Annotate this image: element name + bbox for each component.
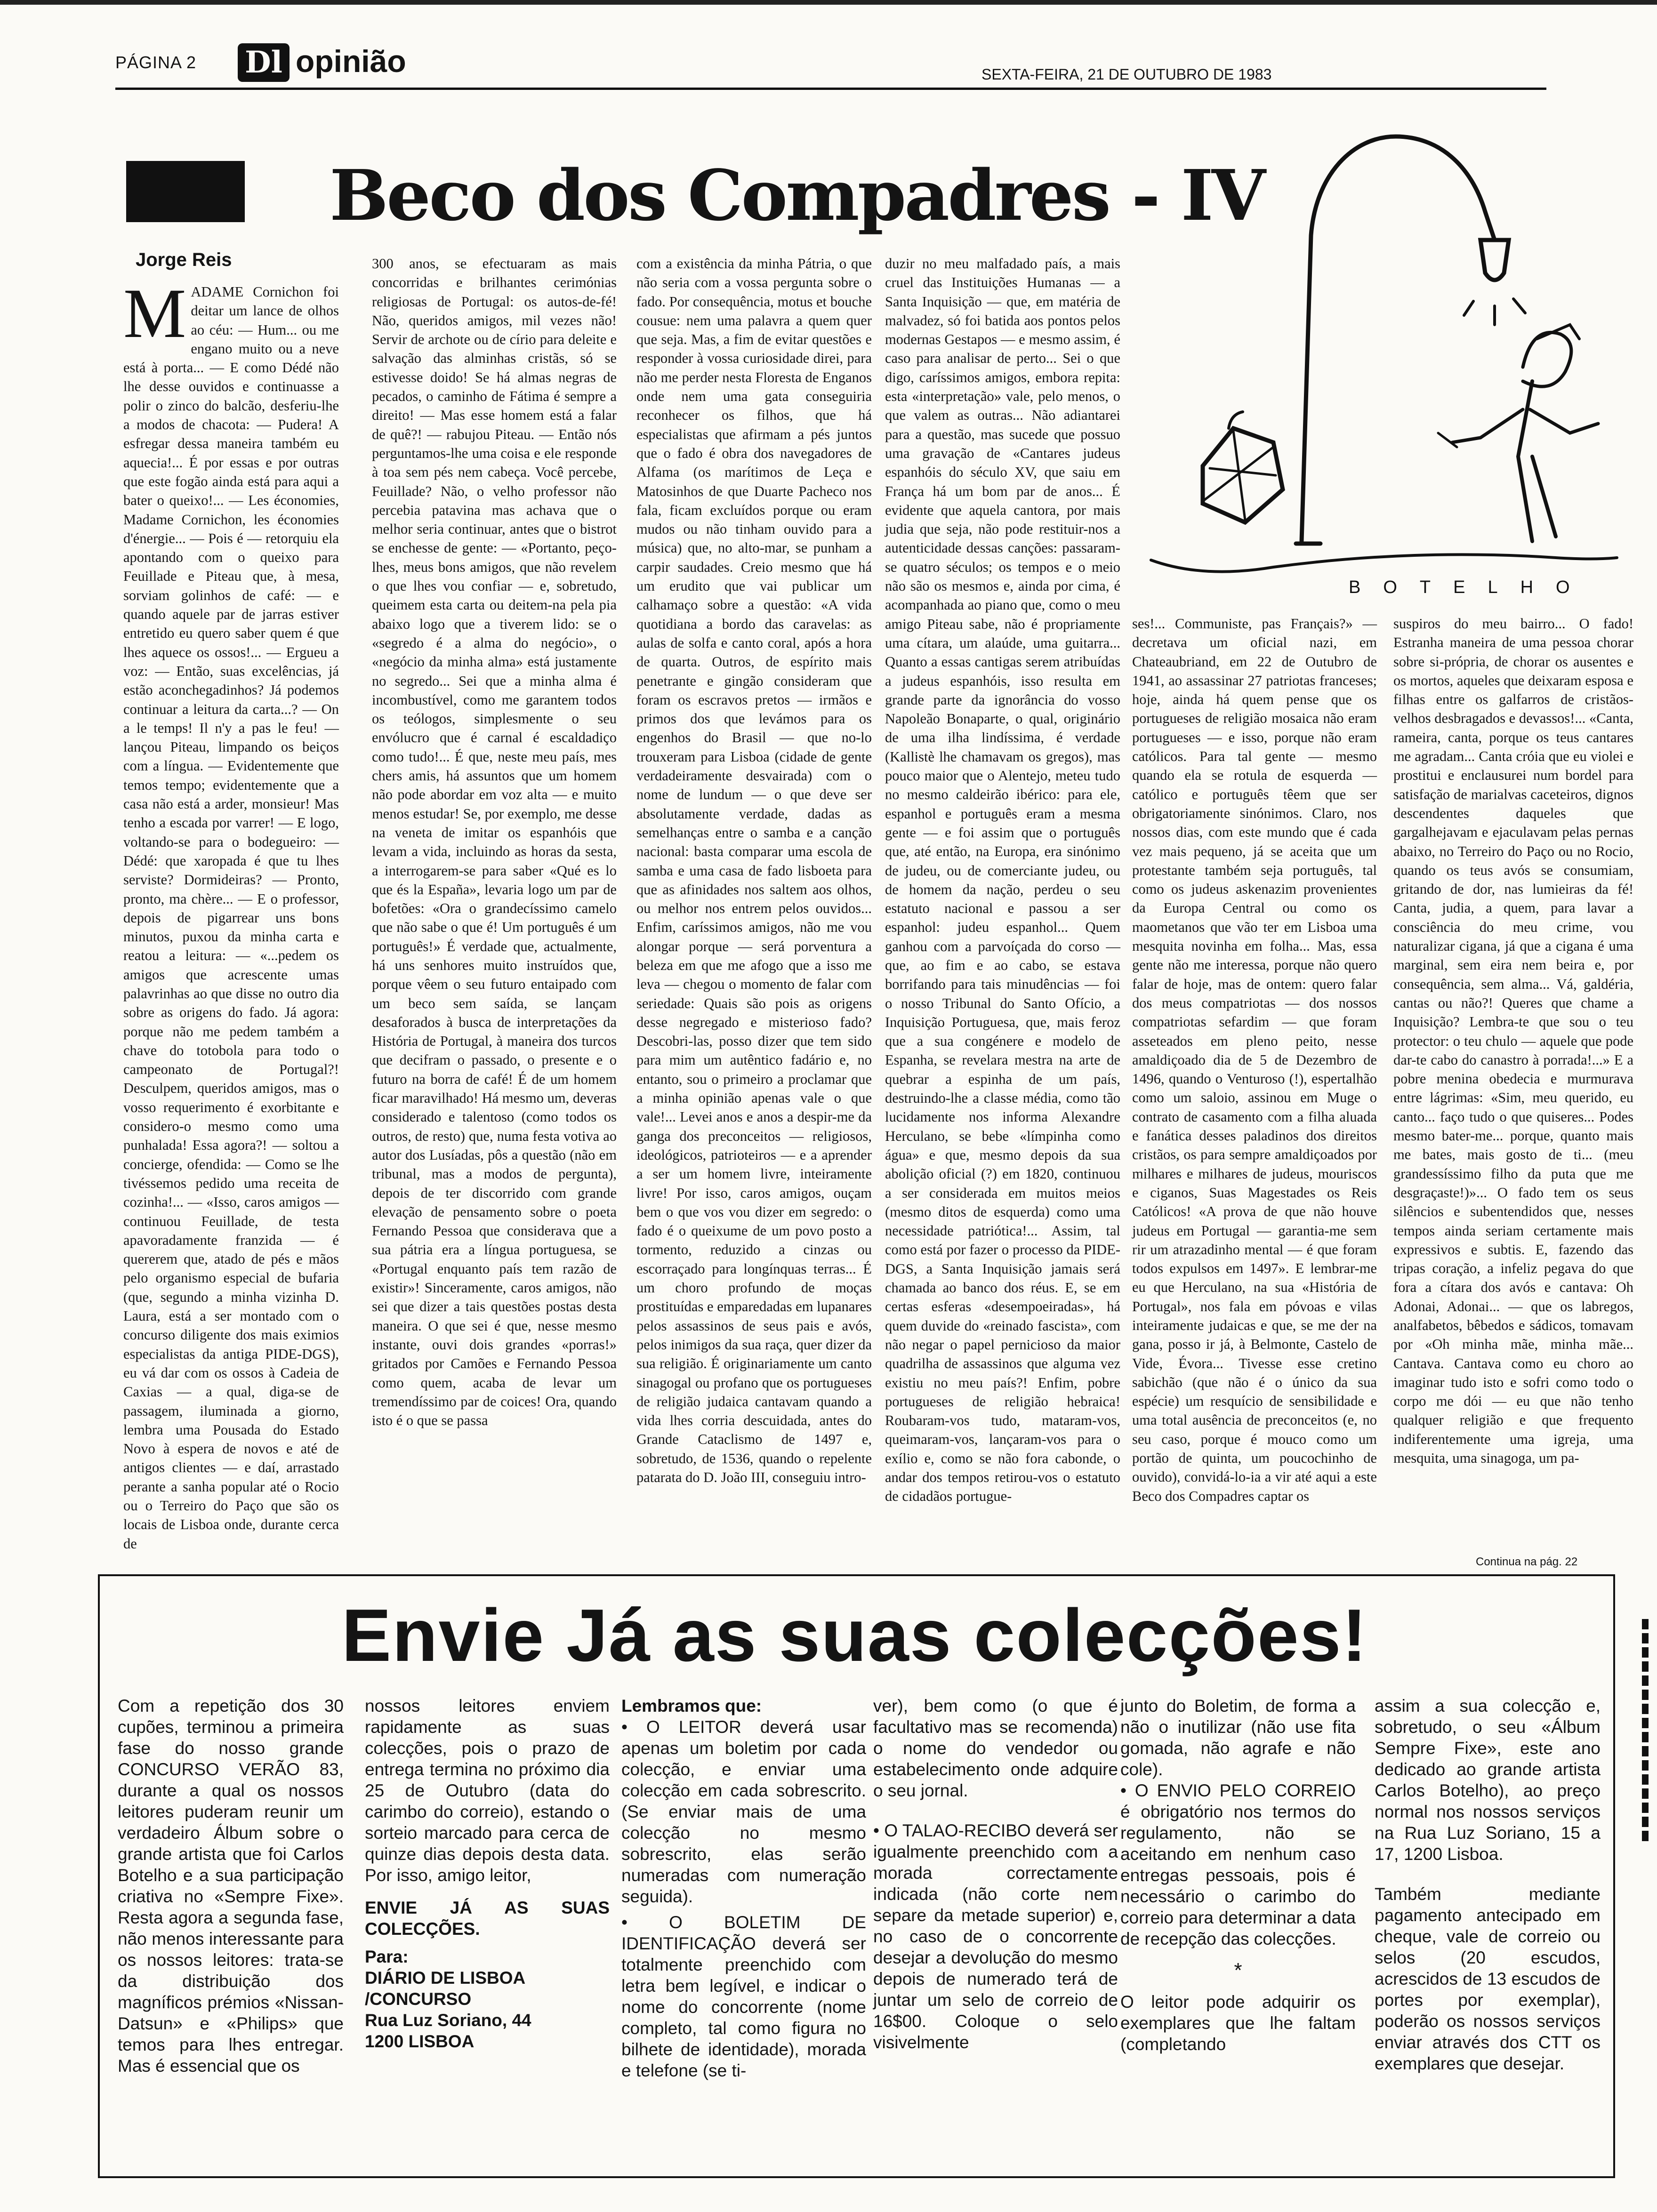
ground-line [1151,554,1617,571]
masthead-rule [115,88,1546,90]
column-text: duzir no meu malfadado país, a mais cruel das Instituições Humanas — a Santa Inquisição — que, em matéria de malvadez, só foi batida aos pontos pelos modernas Gestapos — e mesmo assim, é caso para analisar de perto... Sei o que digo, caríssimos amigos, embora repita: esta «interpretação» vale, pelo menos, o que valem as outras... Não adiantarei para a questão, mas sucede que possuo uma gravação de «Cantares judeus espanhóis do século XV, que saiu em França há um bom par de anos... É evidente que aquela cantora, por mais judia que seja, não pode restituir-nos a autenticidade dessas canções: passaram-se quatro séculos; os tempos e o meio não são os mesmos e, ainda por cima, é acompanhada ao piano que, como o meu amigo Piteau sabe, não é propriamente uma cítara, um alaúde, uma guitarra... Quanto a essas cantigas serem atribuídas a judeus espanhóis, isso resulta em grande parte da ignorância do vosso Napoleão Bonaparte, o qual, originário de uma ilha lindíssima, é verdade (Kallistè lhe chamavam os gregos), mas pouco maior que o Alentejo, meteu tudo no mesmo caldeirão ibérico: para ele, espanhol e português eram a mesma gente — e foi assim que o português que, até então, na Europa, era sinónimo de judeu, ou de comerciante judeu, ou de homem da nação, perdeu o seu estatuto nacional e passou a ser espanhol: judeu espanhol... Quem ganhou com a parvoíçada do corso — que, ao fim e ao cabo, se estava borrifando para tais minudências — foi o nosso Tribunal do Santo Ofício, a Inquisição Portuguesa, que, mais feroz que a sua congénere e modelo de Espanha, se revelara mestra na arte de quebrar a espinha de um país, destruindo-lhe a classe média, como tão lucidamente nos informa Alexandre Herculano, se bebe «límpinha como água» e que, mesmo depois da sua abolição oficial (?) em 1820, continuou a ser considerada em muitos meios (mesmo ditos de esquerda) como uma necessidade patriótica!... Assim, tal como está por fazer o processo da PIDE-DGS, a Santa Inquisição jamais será chamada ao banco dos réus. E, se em certas esferas «desempoeiradas», há quem duvide do «reinado fascista», com não negar o papel pernicioso da maior quadrilha de assassinos que alguma vez existiu no meu país?! Enfim, pobre portugueses de religião hebraica! Roubaram-vos tudo, mataram-vos, queimaram-vos, lançaram-vos para o exílio e, como se não fora cabonde, o andar dos tempos retirou-vos o estatuto de cidadãos portugue- [885,256,1120,1505]
ad-headline: Envie Já as suas colecções! [341,1594,1368,1677]
cartoon-illustration [1132,118,1631,607]
ad-text: Também mediante pagamento antecipado em cheque, vale de correio ou selos (20 escudos, acrescidos de 13 escudos de portes por exemplar), poderão os nossos serviços enviar através dos CTT os exemplares que desejar. [1375,1884,1601,2073]
ad-text: ver), bem como (o que é facultativo mas se recomenda) o nome do vendedor ou estabelecimento onde adquire o seu jornal. [873,1696,1118,1800]
ad-column-3 [621,1695,866,2081]
article-column-5 [1132,614,1377,1555]
ad-bullet: • O LEITOR deverá usar apenas um boletim por cada colecção, e enviar uma colecção em cada sobrescrito. (Se enviar mais de uma colecção no mesmo sobrescrito, elas serão numeradas com numeração seguida). [621,1716,866,1907]
newspaper-logo: Dl [238,43,290,82]
column-text: ses!... Communiste, pas Français?» — decretava um oficial nazi, em Chateaubriand, em 22 de Outubro de 1941, ao assassinar 27 patriotas franceses; hoje, ainda há quem pense que os portugueses de religião mosaica não eram portugueses — e isso, porque não eram católicos. Para tal gente — mesmo quando ela se rotula de esquerda — católico e português têem que ser obrigatoriamente sinónimos. Claro, nos nossos dias, com este mundo que é cada vez mais pequeno, já se aceita que um protestante também seja português, tal como os judeus askenazim provenientes da Europa Central ou como os maometanos que vão ter em Lisboa uma mesquita novinha em folha... Mas, essa gente não me interessa, porque não quero falar de hoje, mas de ontem: quero falar dos meus compatriotas — dos nossos compatriotas sefardim — que foram asseteados em pleno peito, nesse amaldiçoado dia de 5 de Dezembro de 1496, quando o Venturoso (!), espertalhão como um saloio, assinou em Muge o contrato de casamento com a filha aluada e fanática desses paladinos dos direitos cristãos, os para sempre amaldiçoados por milhares e milhares de judeus, mouriscos e ciganos, Suas Magestades os Reis Católicos! «A prova de que não houve judeus em Portugal — garantia-me sem rir um atrazadinho mental — é que foram todos expulsos em 1497». E lembrar-me eu que Herculano, na sua «História de Portugal», nos fala em póvoas e vilas inteiramente judaicas e que, se me der na gana, posso ir já, à Belmonte, Castelo de Vide, Évora... Tivesse esse cretino sabichão (que não é o único da sua espécie) um resquício de sensibilidade e uma total ausência de preconceitos (e, no seu caso, porque é mouco como um portão de quinta, um poucochinho de ouvido), convidá-lo-ia a vir até aqui a este Beco dos Compadres captar os [1132,616,1377,1504]
article-headline: Beco dos Compadres - IV [330,154,1264,236]
drop-cap: M [123,274,186,353]
ad-column-2 [365,1695,610,2052]
article-author: Jorge Reis [136,249,232,270]
ad-text: nossos leitores enviem rapidamente as suas colecções, pois o prazo de entrega termina no próximo dia 25 de Outubro (data do carimbo do correio), estando o sorteio marcado para cerca de quinze dias depois desta data. Por isso, amigo leitor, [365,1696,610,1885]
article-column-1 [123,274,339,1553]
ad-text: assim a sua colecção e, sobretudo, o seu «Álbum Sempre Fixe», este ano dedicado ao grande artista Carlos Botelho), ao preço normal nos nossos serviços na Rua Luz Soriano, 15 a 17, 1200 Lisboa. [1375,1696,1601,1864]
address-line: Rua Luz Soriano, 44 [365,2011,531,2030]
column-text: 300 anos, se efectuaram as mais concorridas e brilhantes cerimónias religiosas de Portugal: os autos-de-fé! Não, queridos amigos, mil vezes não! Servir de archote ou de círio para deleite e salvação das alminhas cristãs, só se estivesse doido! Se há almas negras de pecados, o caminho de Fátima é sempre a direito! — Mas esse homem está a falar de quê?! — rabujou Piteau. — Então nós perguntamos-lhe uma coisa e ele responde à toa sem pés nem cabeça. Você percebe, Feuillade? Não, o velho professor não percebia patavina mas achava que o melhor seria continuar, antes que o bistrot se enchesse de gente: — «Portanto, peço-lhes, meus bons amigos, que não revelem o que lhes vou confiar — e, sobretudo, queimem esta carta ou deitem-na pela pia abaixo logo que a tiverem lido: se o «segredo é a alma do negócio», o «negócio da minha alma» está justamente no segredo... Sei que a minha alma é incombustível, como me garantem todos os teólogos, simplesmente o seu envólucro que é carnal é escaldadiço como tudo!... É que, neste meu país, mes chers amis, há assuntos que um homem não pode abordar em voz alta — e muito menos estudar! Se, por exemplo, me desse na veneta de imitar os espanhóis que levam a vida, incluindo as horas da sesta, a interrogarem-se para saber «Qué es lo que és la España», levaria logo um par de bofetões: «Ora o grandecíssimo camelo que não sabe o que é! Um português é um português!» É verdade que, actualmente, há uns senhores muito instruídos que, porque vêem o seu futuro entaipado com um beco sem saída, se lançam desaforados à busca de interpretações da História de Portugal, à maneira dos turcos que decifram o passado, o presente e o futuro na borra de café! É de um homem ficar maravilhado! Há mesmo um, deveras considerado e talentoso (como todos os outros, de resto) que, numa festa votiva ao autor dos Lusíadas, pôs a questão (não em tribunal, mas a modos de pergunta), depois de ter discorrido com grande elevação de pensamento sobre o poeta Fernando Pessoa que considerava que a sua pátria era a língua portuguesa, se «Portugal enquanto país tem razão de existir»! Sinceramente, caros amigos, não sei que dizer a tais questões postas desta maneira. O que sei é que, nesse mesmo instante, ouvi dois grandes «porras!» gritados por Camões e Fernando Pessoa como quem, acaba de levar um tremendíssimo par de coices! Ora, quando isto é o que se passa [372,256,617,1429]
ad-column-4 [873,1695,1118,2053]
address-line: /CONCURSO [365,1989,472,2009]
ad-bullet: • O TALAO-RECIBO deverá ser igualmente preenchido com a morada correctamente indicada (não corte nem separe da metade superior) e, no caso de o concorrente desejar a devolução do mesmo depois de numerado terá de juntar um selo de correio de 16$00. Coloque o selo visivelmente [873,1820,1118,2053]
ad-text: junto do Boletim, de forma a não o inutilizar (não use fita gomada, não agrafe e não cole). [1120,1696,1356,1779]
address-line: DIÁRIO DE LISBOA [365,1968,526,1988]
ad-callout: ENVIE JÁ AS SUAS COLECÇÕES. [365,1898,610,1939]
ad-column-1 [118,1695,344,2076]
ad-text: O leitor pode adquirir os exemplares que lhe faltam (completando [1120,1992,1356,2054]
lamp-head [1480,240,1509,280]
man-head [1523,332,1571,386]
article-column-6 [1393,614,1633,1555]
column-text: ADAME Cornichon foi deitar um lance de olhos ao céu: — Hum... ou me engano muito ou a neve está à porta... — E como Dédé não lhe desse ouvidos e continuasse a polir o zinco do balcão, desferiu-lhe a modos de chacota: — Pudera! A esfregar dessa maneira também eu aquecia!... É por essas e por outras que este fogão ainda está para aqui a bater o queixo!... — Les économies, Madame Cornichon, les économies d'énergie... — Pois é — retorquiu ela apontando com o queixo para Feuillade e Piteau que, à mesa, sorviam golinhos de café: — e quando aquele par de jarras estiver entretido eu quero saber quem é que lhes aquece os ossos!... — Ergueu a voz: — Então, suas excelências, já estão aconchegadinhos? Já podemos continuar a leitura da carta...? — On a le temps! Il n'y a pas le feu! — lançou Piteau, limpando os beiços com a língua. — Evidentemente que temos tempo; evidentemente que a casa não está a arder, monsieur! Mas tenho a escada por varrer! — E logo, voltando-se para o bodegueiro: — Dédé: que xaropada é que tu lhes serviste? Dormideiras? — Pronto, pronto, ma chère... — E o professor, depois de pigarrear uns bons minutos, puxou da minha carta e reatou a leitura: — «...pedem os amigos que acrescente umas palavrinhas ao que disse no outro dia sobre as origens do fado. Já agora: porque não me pedem também a chave do totobola para todo o campeonato de Portugal?! Desculpem, queridos amigos, mas o vosso requerimento é exorbitante e considero-o mesmo como uma punhalada! Essa agora?! — soltou a concierge, ofendida: — Como se lhe tivéssemos pedido uma receita de cozinha!... — «Isso, caros amigos — continuou Feuillade, de testa apavoradamente franzida — é quererem que, atado de pés e mãos pelo organismo especial de bufaria (que, segundo a minha vizinha D. Laura, está a ser montado com o concurso diligente dos mais eximios especialistas da antiga PIDE-DGS), eu vá dar com os ossos à Cadeia de Caxias — a qual, diga-se de passagem, iluminada a giorno, lembra uma Pousada do Estado Novo à espera de novos e até de antigos clientes — e daí, arrastado perante a sanha popular até o Rocio ou o Terreiro do Paço que são os locais de Lisboa onde, durante cerca de [123,284,339,1552]
ad-column-6 [1375,1695,1601,2074]
mailing-address [365,1946,610,2052]
article-column-4 [885,254,1120,1553]
column-text: com a existência da minha Pátria, o que não seria com a vossa pergunta sobre o fado. Por consequência, motus et bouche cousue: nem uma palavra a quem quer que seja. Mas, a fim de evitar questões e responder à vossa curiosidade direi, para não me perder nesta Floresta de Enganos onde nem uma gata conseguiria reconhecer os filhos, que há especialistas que afirmam a pés juntos que o fado é obra dos navegadores de Alfama (os marítimos de Leça e Matosinhos de que Duarte Pacheco nos fala, ficam excluídos porque ou eram mudos ou não tinham ouvido para a música) que, no alto-mar, se punham a carpir saudades. Creio mesmo que há um erudito que vai publicar um calhamaço sobre a questão: «A vida quotidiana a bordo das caravelas: as aulas de solfa e canto coral, após a hora de quarta. Outros, de espírito mais penetrante e gingão consideram que foram os escravos pretos — irmãos e primos dos que levámos para os engenhos do Brasil — que no-lo trouxeram para Lisboa (cidade de gente verdadeiramente desvairada) com o nome de lundum — o que deve ser absolutamente verdade, dadas as semelhanças entre o samba e a canção nacional: basta comparar uma escola de samba e uma casa de fado lisboeta para que as afinidades nos saltem aos olhos, ou melhor nos entrem pelos ouvidos... Enfim, caríssimos amigos, não me vou alongar porque — será porventura a beleza em que me afogo que a isso me leva — chegou o momento de falar com seriedade: Quais são pois as origens desse negregado e misterioso fado? Descobri-las, posso dizer que tem sido para mim um autêntico fadário e, no entanto, sou o primeiro a proclamar que a minha opinião apenas vale o que vale!... Levei anos e anos a despir-me da ganga dos preconceitos — religiosos, ideológicos, patrioteiros — e a aprender a ser um homem livre, inteiramente livre! Por isso, caros amigos, ouçam bem o que vos vou dizer em segredo: o fado é o queixume de um povo posto a tormento, reduzido a cinzas ou escorraçado para longínquas terras... É um choro profundo de moças prostituídas e emparedadas em lupanares pelos assassinos de seus pais e avós, pelos inimigos da sua raça, quer dizer da sua religião. É originariamente um canto sinagogal ou profano que os portugueses de religião judaica cantavam quando a vida lhes corria descuidada, antes do Grande Cataclismo de 1497 e, sobretudo, de 1536, quando o repelente patarata do D. João III, conseguiu intro- [636,256,872,1485]
scan-top-edge [0,0,1657,5]
article-column-3 [636,254,872,1553]
ad-bullet: • O ENVIO PELO CORREIO é obrigatório nos termos do regulamento, não se aceitando em nenhum caso entregas pessoais, pois é necessário o carimbo do correio para determinar a data de recepção das colecções. [1120,1780,1356,1949]
page-number: PÁGINA 2 [115,53,197,72]
decorative-block [126,161,245,222]
issue-date: SEXTA-FEIRA, 21 DE OUTUBRO DE 1983 [981,66,1272,83]
ad-column-5 [1120,1695,1356,2055]
cartoon-signature: BOTELHO [1349,577,1593,597]
address-label: Para: [365,1947,409,1966]
scan-edge-marks [1642,1619,1649,1845]
address-line: 1200 LISBOA [365,2032,475,2051]
star-separator: * [1234,1959,1242,1982]
ad-lead: Lembramos que: [621,1696,762,1715]
column-text: suspiros do meu bairro... O fado! Estranha maneira de uma pessoa chorar sobre si-própria, de chorar os ausentes e os mortos, aqueles que deixaram esposa e filhas entre os galfarros de cristãos-velhos desbragados e devassos!... «Canta, rameira, canta, porque os teus cantares me agradam... Canta cróia que eu violei e prostitui e enclausurei num bordel para satisfação de marialvas caceteiros, dignos descendentes daqueles que gargalhejavam e ejaculavam pelas pernas abaixo, no Terreiro do Paço ou no Rocio, quando os teus avós se consumiam, gritando de dor, nas lumieiras da fé! Canta, judia, a quem, para lavar a consciência do meu crime, vou naturalizar cigana, já que a cigana é uma marginal, sem eira nem beira e, por consequência, sem alma... Vá, galdéria, cantas ou não?! Queres que chame a Inquisição? Lembra-te que sou o teu protector: o teu chulo — aquele que pode dar-te cabo do canastro à porrada!...» E a pobre menina obedecia e murmurava entre lágrimas: «Sim, meu querido, eu canto... faço tudo o que quiseres... Podes mesmo bater-me... porque, quanto mais me bates, mais gosto de ti... (meu grandessíssimo filho da puta que me desgraçaste!)»... O fado tem os seus silêncios e subentendidos que, nesses tempos ainda seriam certamente mais expressivos e subtis. E, fazendo das tripas coração, a infeliz pegava do que fora a cítara dos avós e cantava: Oh Adonai, Adonai... — que os labregos, analfabetos, bêbedos e sádicos, tomavam por «Oh minha mãe, minha mãe... Cantava. Cantava como eu choro ao imaginar tudo isto e sofri como todo o corpo me dói — eu que não tenho qualquer religião e que frequento indiferentemente uma igreja, uma mesquita, uma sinagoga, um pa- [1393,616,1633,1467]
ad-text: Com a repetição dos 30 cupões, terminou a primeira fase do nosso grande CONCURSO VERÃO 83, durante a qual os nossos leitores puderam reunir um verdadeiro Álbum sobre o grande artista que foi Carlos Botelho e a sua participação criativa no «Sempre Fixe». Resta agora a segunda fase, não menos interessante para os nossos leitores: trata-se da distribuição dos magníficos prémios «Nissan-Datsun» e «Philips» que temos para lhes entregar. Mas é essencial que os [118,1696,344,2076]
continued-note: Continua na pág. 22 [1476,1555,1578,1568]
article-column-2 [372,254,617,1553]
ad-bullet: • O BOLETIM DE IDENTIFICAÇÃO deverá ser totalmente preenchido com letra bem legível, e indicar o nome do concorrente (nome completo, tal como figura no bilhete de identidade), morada e telefone (se ti- [621,1912,866,2081]
lamp-post [1302,136,1495,541]
section-title: opinião [296,44,406,79]
